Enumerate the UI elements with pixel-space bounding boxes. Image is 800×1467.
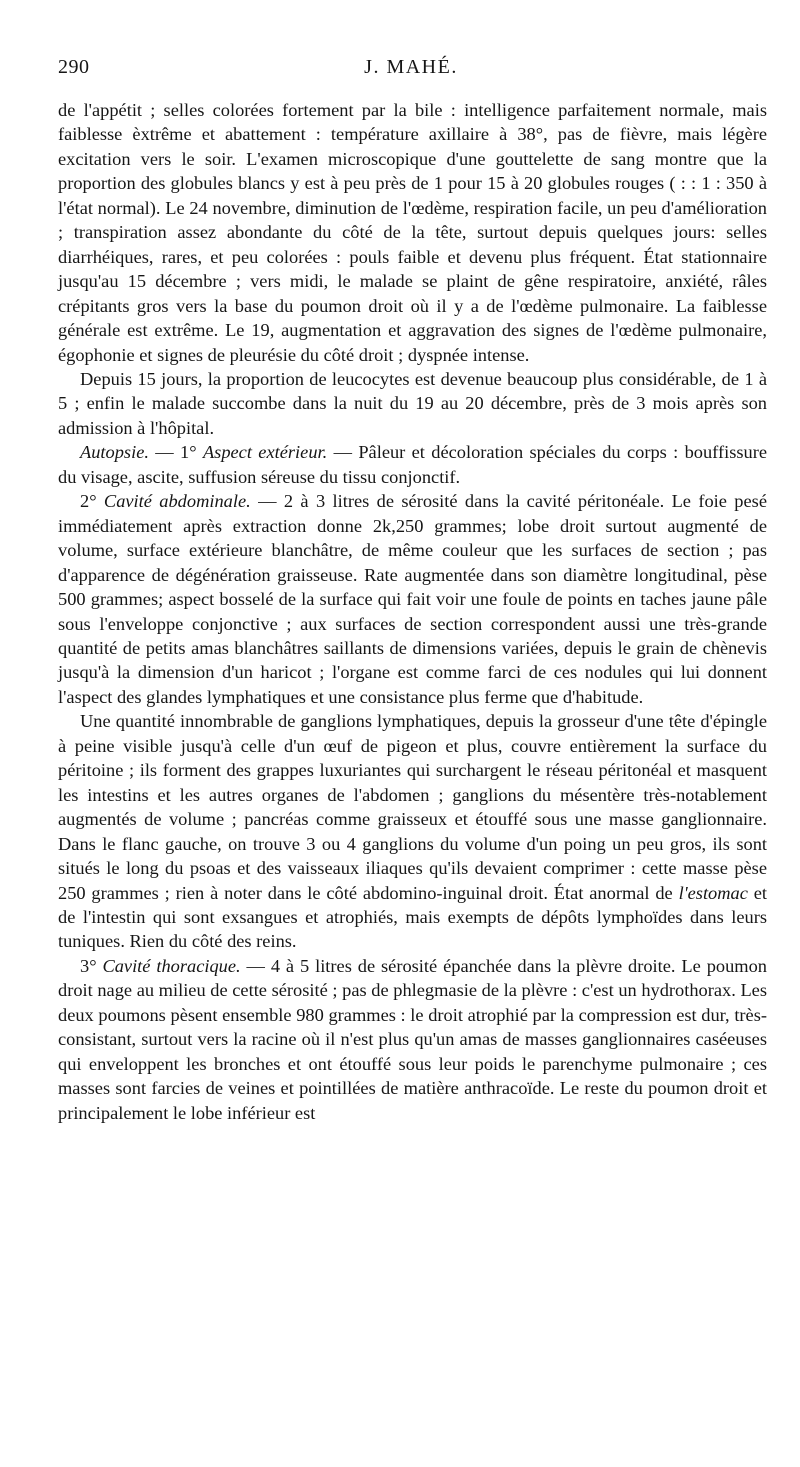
- paragraph-autopsie: [58, 440, 767, 489]
- emphasis-estomac: l'estomac: [678, 882, 748, 903]
- section-heading-autopsie: Autopsie.: [80, 442, 149, 463]
- section-heading-aspect-exterieur: Aspect extérieur.: [202, 442, 328, 463]
- section-numeral: 3°: [80, 955, 103, 976]
- paragraph-leucocytes: [58, 367, 767, 440]
- paragraph-text: — Pâleur et décoloration spéciales du corps : bouffissure du visage, ascite, suffusion séreuse du tissu conjonctif.: [58, 442, 768, 487]
- paragraph-text: de l'appétit ; selles colorées fortement par la bile : intelligence parfaitement normale, mais faiblesse èxtrême et abattement : température axillaire à 38°, pas de fièvre, mais légère excitation vers le soir. L'examen microscopique d'une gouttelette de sang montre que la proportion des globules blancs y est à peu près de 1 pour 15 à 20 globules rouges ( : : 1 : 350 à l'état normal). Le 24 novembre, diminution de l'œdème, respiration facile, un peu d'amélioration ; transpiration assez abondante du côté de la tête, surtout depuis quelques jours: selles diarrhéiques, rares, et peu colorées : pouls faible et devenu plus fréquent. État stationnaire jusqu'au 15 décembre ; vers midi, le malade se plaint de gêne respiratoire, anxiété, râles crépitants gros vers la base du poumon droit où il y a de l'œdème pulmonaire. La faiblesse générale est extrême. Le 19, augmentation et aggravation des signes de l'œdème pulmonaire, égophonie et signes de pleurésie du côté droit ; dyspnée intense.: [58, 100, 767, 365]
- section-numeral: — 1°: [148, 442, 203, 463]
- paragraph-text: — 2 à 3 litres de sérosité dans la cavité péritonéale. Le foie pesé immédiatement après extraction donne 2k,250 grammes; lobe droit surtout augmenté de volume, surface extérieure blanchâtre, de même couleur que les surfaces de section ; pas d'apparence de dégénération graisseuse. Rate augmentée dans son diamètre longitudinal, pèse 500 grammes; aspect bosselé de la surface qui fait voir une foule de points en taches jaune pâle sous l'enveloppe conjonctive ; aux surfaces de section correspondent aussi une très-grande quantité de petits amas blanchâtres saillants de dimensions variées, depuis le grain de chènevis jusqu'à la dimension d'un haricot ; l'organe est comme farci de ces nodules qui lui donnent l'aspect des glandes lymphatiques et une consistance plus ferme que d'habitude.: [58, 491, 767, 707]
- page-number: 290: [58, 56, 90, 78]
- paragraph-text: Depuis 15 jours, la proportion de leucocytes est devenue beaucoup plus considérable, de 1 à 5 ; enfin le malade succombe dans la nuit du 19 au 20 décembre, près de 3 mois après son admission à l'hôpital.: [58, 368, 767, 438]
- page-header: [58, 56, 774, 86]
- paragraph-cavite-thoracique: [58, 954, 767, 1125]
- paragraph-text: et de l'intestin qui sont exsangues et atrophiés, mais exempts de dépôts lymphoïdes dans leurs tuniques. Rien du côté des reins.: [58, 882, 768, 952]
- paragraph-text: — 4 à 5 litres de sérosité épanchée dans la plèvre droite. Le poumon droit nage au milieu de cette sérosité ; pas de phlegmasie de la plèvre : c'est un hydrothorax. Les deux poumons pèsent ensemble 980 grammes : le droit atrophié par la compression est dur, très-consistant, surtout vers la racine où il n'est plus qu'un amas de masses ganglionnaires caséeuses qui enveloppent les bronches et ont étouffé sous leur poids le parenchyme pulmonaire ; ces masses sont farcies de veines et pointillées de matière anthracoïde. Le reste du poumon droit et principalement le lobe inférieur est: [58, 955, 767, 1123]
- section-heading-cavite-thoracique: Cavité thoracique.: [102, 955, 241, 976]
- section-numeral: 2°: [80, 491, 104, 512]
- body-text: [58, 98, 767, 1125]
- paragraph-clinical-course: [58, 98, 767, 367]
- running-head: J. MAHÉ.: [364, 56, 458, 78]
- paragraph-ganglions: [58, 709, 767, 954]
- paragraph-text: Une quantité innombrable de ganglions lymphatiques, depuis la grosseur d'une tête d'épingle à peine visible jusqu'à celle d'un œuf de pigeon et plus, couvre entièrement la surface du péritoine ; ils forment des grappes luxuriantes qui surchargent le réseau péritonéal et masquent les intestins et les autres organes de l'abdomen ; ganglions du mésentère très-notablement augmentés de volume ; pancréas comme graisseux et étouffé sous une masse ganglionnaire. Dans le flanc gauche, on trouve 3 ou 4 ganglions du volume d'un poing un peu gros, ils sont situés le long du psoas et des vaisseaux iliaques qu'ils devaient comprimer : cette masse pèse 250 grammes ; rien à noter dans le côté abdomino-inguinal droit. État anormal de: [58, 711, 767, 903]
- section-heading-cavite-abdominale: Cavité abdominale.: [103, 491, 251, 512]
- paragraph-cavite-abdominale: [58, 489, 767, 709]
